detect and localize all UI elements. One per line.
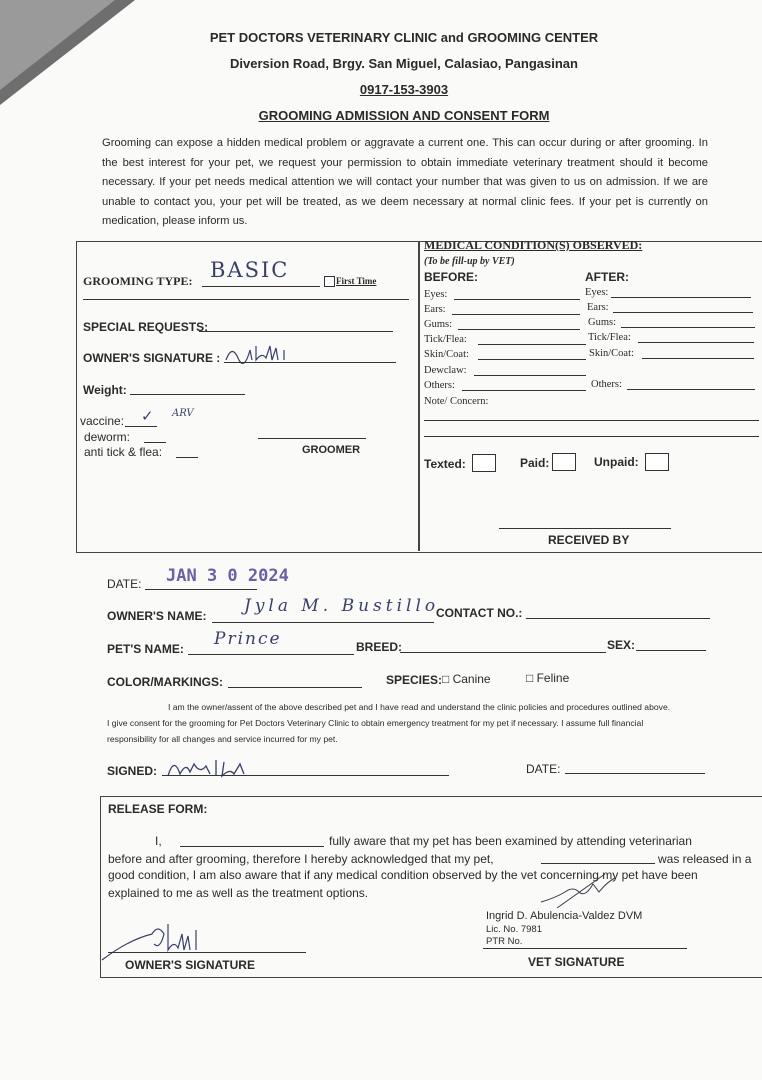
clinic-phone: 0917-153-3903 xyxy=(359,82,449,97)
sex-label: SEX: xyxy=(607,638,636,652)
texted-checkbox[interactable] xyxy=(472,454,496,472)
before-others-line[interactable] xyxy=(462,390,586,391)
before-skin-label: Skin/Coat: xyxy=(424,349,469,360)
note-line-2[interactable] xyxy=(424,436,759,437)
color-line[interactable] xyxy=(228,687,362,688)
release-owner-name-line[interactable] xyxy=(180,846,324,847)
owner-signature-label: OWNER'S SIGNATURE : xyxy=(83,351,221,365)
release-owner-signature-line xyxy=(108,952,306,953)
breed-line[interactable] xyxy=(400,652,606,653)
first-time-label: First Time xyxy=(336,276,377,286)
consent-line-1: I am the owner/assent of the above described pet and I have read and understand the clinic policies and procedures outlined above. xyxy=(168,702,671,712)
after-skin-label: Skin/Coat: xyxy=(589,348,634,359)
before-tick-label: Tick/Flea: xyxy=(424,334,467,345)
vaccine-line[interactable] xyxy=(125,426,157,427)
pet-name-value[interactable]: Prince xyxy=(214,629,282,649)
vet-signature-scribble xyxy=(535,868,625,912)
unpaid-label: Unpaid: xyxy=(594,455,639,469)
after-gums-label: Gums: xyxy=(588,317,617,328)
after-label: AFTER: xyxy=(585,270,629,284)
after-tick-label: Tick/Flea: xyxy=(588,332,631,343)
consent-line-3: responsibility for all changes and service incurred for my pet. xyxy=(107,734,338,744)
grooming-type-extra-line xyxy=(83,299,409,300)
clinic-address: Diversion Road, Brgy. San Miguel, Calasiao, Pangasinan xyxy=(230,56,578,71)
breed-label: BREED: xyxy=(356,640,403,654)
after-eyes-line[interactable] xyxy=(611,297,751,298)
after-ears-label: Ears: xyxy=(587,302,609,313)
owner-name-value[interactable]: Jyla M. Bustillo xyxy=(244,596,440,616)
owner-signature-line xyxy=(224,362,396,363)
weight-line[interactable] xyxy=(130,394,245,395)
consent-line-2: I give consent for the grooming for Pet Doctors Veterinary Clinic to obtain emergency treatment for my pet if necessary. I assume full financial xyxy=(107,718,644,728)
groomer-signature-line xyxy=(258,438,366,439)
contact-label: CONTACT NO.: xyxy=(436,606,523,620)
vet-name: Ingrid D. Abulencia-Valdez DVM xyxy=(486,910,643,922)
color-label: COLOR/MARKINGS: xyxy=(107,675,223,689)
before-eyes-label: Eyes: xyxy=(424,289,448,300)
note-line-1[interactable] xyxy=(424,420,759,421)
before-gums-label: Gums: xyxy=(424,319,453,330)
admission-divider xyxy=(418,241,420,551)
vet-signature-label: VET SIGNATURE xyxy=(528,955,625,969)
date-label: DATE: xyxy=(107,577,142,591)
date-line[interactable] xyxy=(145,589,257,590)
before-gums-line[interactable] xyxy=(458,329,580,330)
before-dewclaw-line[interactable] xyxy=(474,375,586,376)
pet-name-label: PET'S NAME: xyxy=(107,642,184,656)
deworm-label: deworm: xyxy=(84,430,131,444)
species-canine[interactable]: □ Canine xyxy=(442,672,491,686)
before-others-label: Others: xyxy=(424,380,455,391)
release-title: RELEASE FORM: xyxy=(108,802,208,816)
special-requests-label: SPECIAL REQUESTS: xyxy=(83,320,209,334)
grooming-type-value[interactable]: BASIC xyxy=(210,258,290,282)
first-time-checkbox[interactable] xyxy=(324,276,335,287)
form-title: GROOMING ADMISSION AND CONSENT FORM xyxy=(258,108,550,123)
release-line1-a: I, xyxy=(155,834,162,848)
owner-name-line xyxy=(212,622,434,623)
intro-paragraph: Grooming can expose a hidden medical problem or aggravate a current one. This can occur during or after grooming. In the best interest for your pet, we request your permission to obtain immediate veterinary treatment should it become necessary. If your pet needs medical attention we will contact your number that was given to us on admission. If we are unable to contact you, your pet will be treated, as we deem necessary at normal clinic fees. If your pet is currently on medication, please inform us. xyxy=(102,137,708,227)
owner-signature-scribble-2 xyxy=(160,756,260,782)
release-line2-b: was released in a xyxy=(658,852,752,866)
signed-label: SIGNED: xyxy=(107,764,158,778)
medical-subtitle: (To be fill-up by VET) xyxy=(424,256,515,267)
species-label: SPECIES: xyxy=(386,673,443,687)
after-eyes-label: Eyes: xyxy=(585,287,609,298)
release-line4: explained to me as well as the treatment options. xyxy=(108,886,369,900)
release-line1-b: fully aware that my pet has been examined by attending veterinarian xyxy=(329,834,692,848)
after-ears-line[interactable] xyxy=(613,312,753,313)
after-others-label: Others: xyxy=(591,379,622,390)
note-concern-label: Note/ Concern: xyxy=(424,396,489,407)
before-ears-line[interactable] xyxy=(452,314,580,315)
after-tick-line[interactable] xyxy=(638,342,754,343)
paid-label: Paid: xyxy=(520,456,550,470)
before-dewclaw-label: Dewclaw: xyxy=(424,365,467,376)
signed-date-line[interactable] xyxy=(565,773,705,774)
vet-signature-line xyxy=(483,948,687,949)
vaccine-check-mark: ✓ xyxy=(141,407,154,425)
grooming-type-label: GROOMING TYPE: xyxy=(83,274,193,288)
weight-label: Weight: xyxy=(83,383,127,397)
after-skin-line[interactable] xyxy=(642,358,754,359)
anti-tick-line[interactable] xyxy=(176,457,198,458)
paid-checkbox[interactable] xyxy=(552,453,576,471)
before-label: BEFORE: xyxy=(424,270,478,284)
date-stamp: JAN 3 0 2024 xyxy=(166,566,289,586)
release-pet-name-line[interactable] xyxy=(541,863,655,864)
before-skin-line[interactable] xyxy=(478,359,586,360)
vaccine-label: vaccine: xyxy=(80,414,125,428)
texted-label: Texted: xyxy=(424,457,466,471)
before-tick-line[interactable] xyxy=(478,344,586,345)
deworm-line[interactable] xyxy=(144,442,166,443)
special-requests-line[interactable] xyxy=(199,331,393,332)
owner-name-label: OWNER'S NAME: xyxy=(107,609,207,623)
vaccine-note: ARV xyxy=(172,408,194,419)
sex-line[interactable] xyxy=(636,650,706,651)
after-others-line[interactable] xyxy=(627,389,755,390)
before-eyes-line[interactable] xyxy=(454,299,580,300)
signed-date-label: DATE: xyxy=(526,762,561,776)
vet-ptr: PTR No. xyxy=(486,936,523,945)
species-feline[interactable]: □ Feline xyxy=(526,671,570,685)
vet-license: Lic. No. 7981 xyxy=(486,924,542,935)
pet-name-line xyxy=(188,654,354,655)
clinic-name: PET DOCTORS VETERINARY CLINIC and GROOMING CENTER xyxy=(209,30,599,45)
unpaid-checkbox[interactable] xyxy=(645,453,669,471)
release-line2-a: before and after grooming, therefore I hereby acknowledged that my pet, xyxy=(108,852,494,866)
contact-line[interactable] xyxy=(526,618,710,619)
received-by-line xyxy=(499,528,671,529)
signed-line xyxy=(162,775,449,776)
after-gums-line[interactable] xyxy=(621,327,755,328)
before-ears-label: Ears: xyxy=(424,304,446,315)
grooming-type-line xyxy=(202,286,320,287)
folded-corner-shade xyxy=(0,0,115,90)
medical-title: MEDICAL CONDITION(S) OBSERVED: xyxy=(424,238,643,252)
release-line3: good condition, I am also aware that if any medical condition observed by the vet concerning my pet have been xyxy=(108,868,698,882)
groomer-label: GROOMER xyxy=(302,444,361,456)
release-owner-signature-label: OWNER'S SIGNATURE xyxy=(125,958,255,972)
received-by-label: RECEIVED BY xyxy=(548,533,630,547)
anti-tick-label: anti tick & flea: xyxy=(84,445,163,459)
